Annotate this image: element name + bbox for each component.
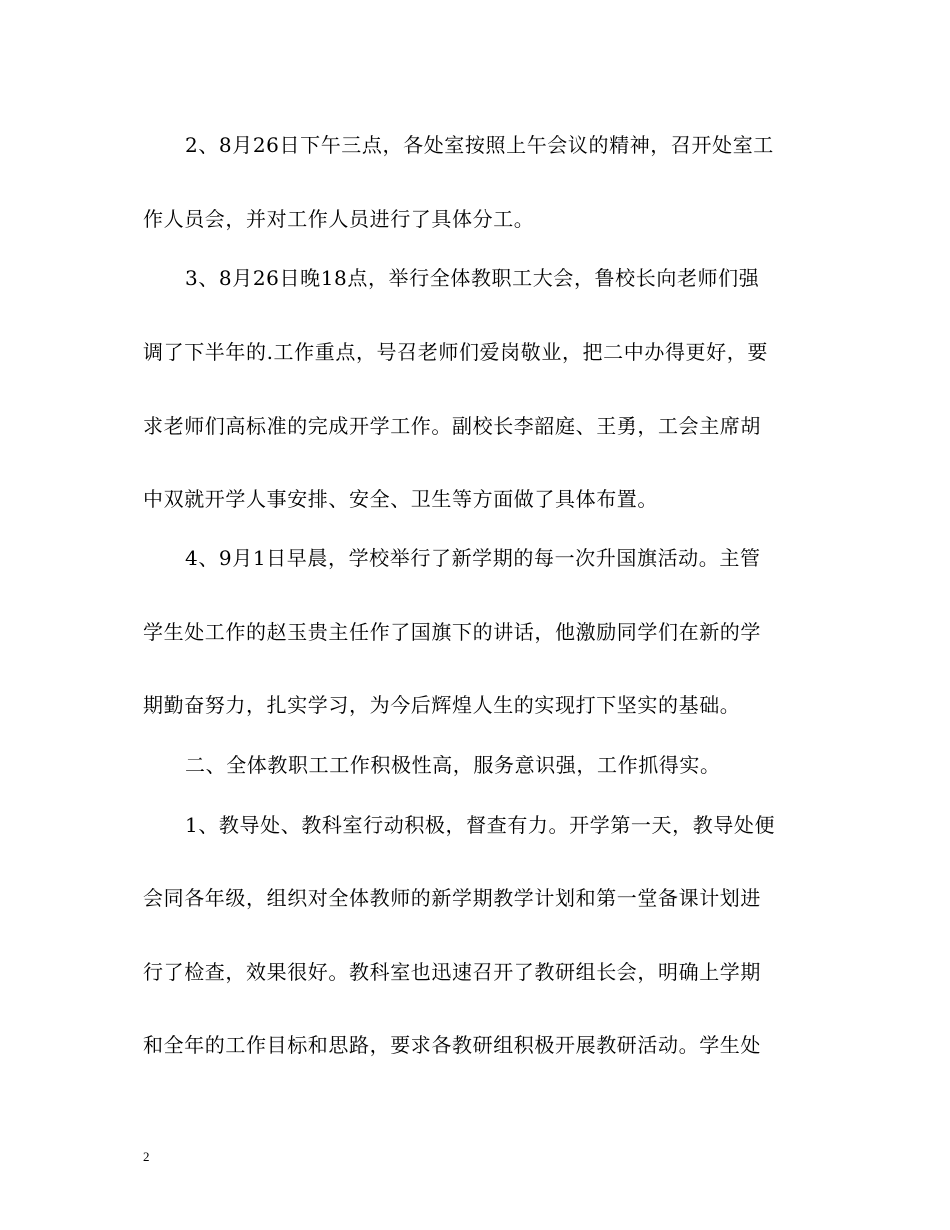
text-line: 期勤奋努力，扎实学习，为今后辉煌人生的实现打下坚实的基础。 — [143, 693, 741, 717]
section-heading: 二、全体教职工工作积极性高，服务意识强，工作抓得实。 — [185, 753, 721, 777]
text-line: 行了检查，效果很好。教科室也迅速召开了教研组长会，明确上学期 — [143, 960, 761, 984]
text-line: 和全年的工作目标和思路，要求各教研组积极开展教研活动。学生处 — [143, 1033, 761, 1057]
text-line: 会同各年级，组织对全体教师的新学期教学计划和第一堂备课计划进 — [143, 886, 761, 910]
text-line: 学生处工作的赵玉贵主任作了国旗下的讲话，他激励同学们在新的学 — [143, 620, 761, 644]
text-line: 3、8月26日晚18点，举行全体教职工大会，鲁校长向老师们强 — [185, 266, 760, 290]
text-line: 作人员会，并对工作人员进行了具体分工。 — [143, 207, 535, 231]
page-number: 2 — [143, 1149, 150, 1164]
text-line: 中双就开学人事安排、安全、卫生等方面做了具体布置。 — [143, 487, 658, 511]
text-line: 求老师们高标准的完成开学工作。副校长李韶庭、王勇，工会主席胡 — [143, 414, 761, 438]
text-line: 调了下半年的.工作重点，号召老师们爱岗敬业，把二中办得更好，要 — [143, 340, 768, 364]
text-line: 1、教导处、教科室行动积极，督查有力。开学第一天，教导处便 — [185, 813, 776, 837]
text-line: 4、9月1日早晨，学校举行了新学期的每一次升国旗活动。主管 — [185, 546, 761, 570]
text-line: 2、8月26日下午三点，各处室按照上午会议的精神，召开处室工 — [185, 133, 774, 157]
